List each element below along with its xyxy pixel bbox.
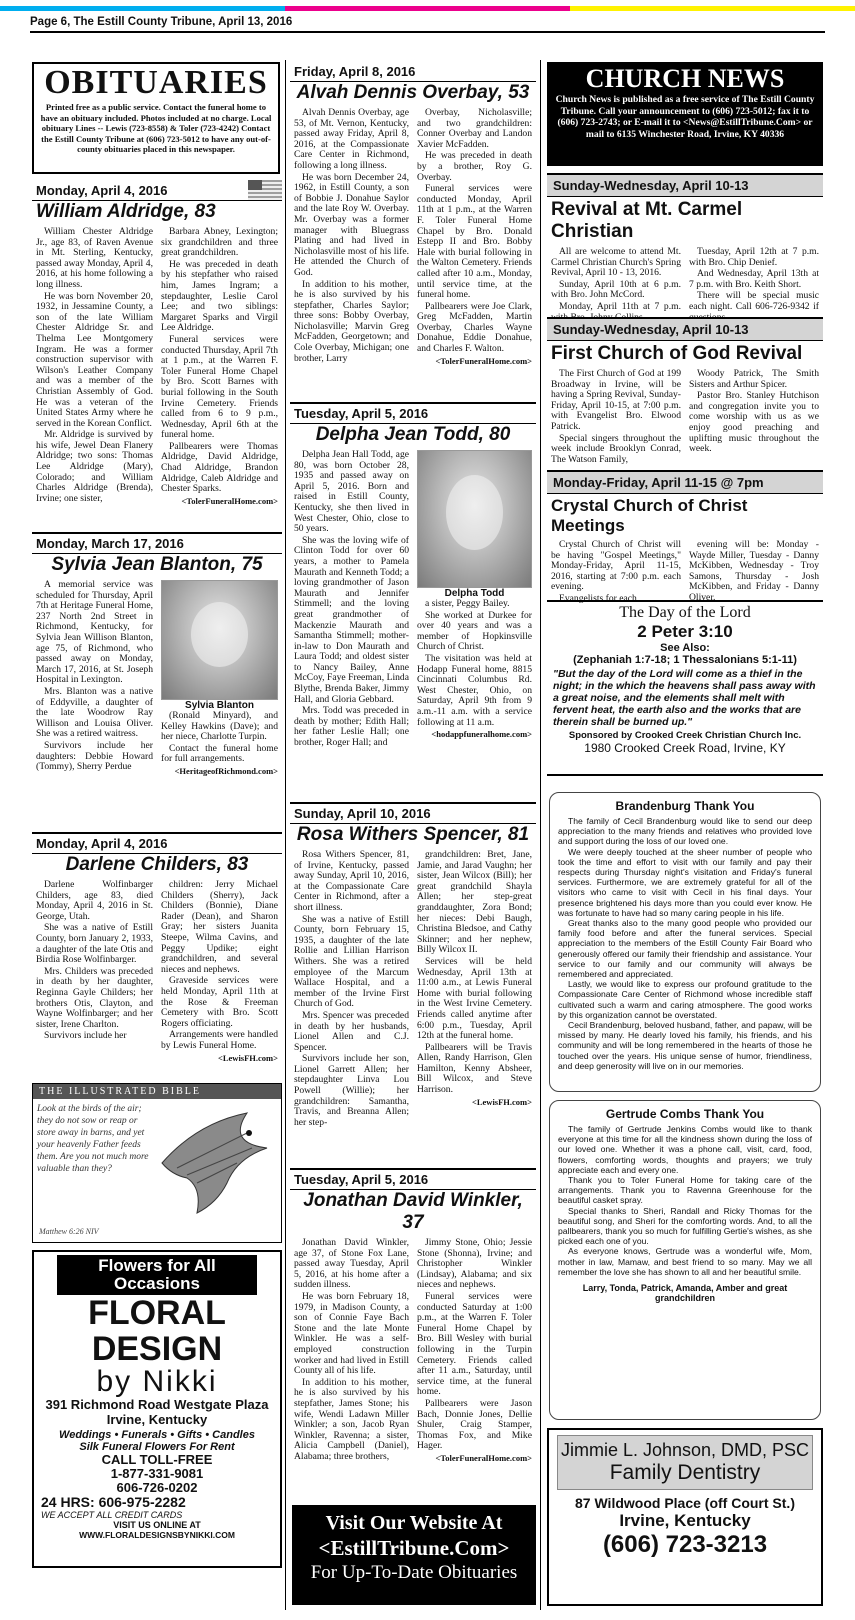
day-of-the-lord-box <box>547 600 823 776</box>
obit-name: Darlene Childers, 83 <box>65 854 249 875</box>
bible-ad-verse: Look at the birds of the air; they do not sow or reap or store away in barns, and yet your heavenly Father feeds them. Are you not much more valuable than they? <box>37 1104 149 1174</box>
text-line: 2 Peter 3:10 <box>637 622 733 641</box>
text-line: Irvine, Kentucky <box>106 1412 208 1427</box>
text-line: Weddings • Funerals • Gifts • Candles <box>59 1429 255 1441</box>
text-paragraph: In addition to his mother, he is also survived by his stepfather, Charles Saylor; three sons: Bobby Overbay, Nicholasville; Marvin Greg McFadden, Georgetown; and Cole Overbay, Michigan; one brother, Larry <box>294 278 409 364</box>
text-paragraph: There will be special music each night. Call 606-726-9342 if <box>689 290 819 312</box>
text-paragraph: Pallbearers were Thomas Aldridge, David Aldridge, Chad Aldridge, Brandon Aldridge, Caleb Aldridge and Chester Sparks. <box>161 440 278 495</box>
text-line: 87 Wildwood Place (off Court St.) <box>575 1495 795 1511</box>
text-line: Revival at Mt. Carmel Christian <box>551 199 743 242</box>
text-paragraph: William Chester Aldridge Jr., age 83, of Raven Avenue in Mt. Sterling, Kentucky, passed away Monday, April 4, 2016, at his home following a long illness. <box>36 226 153 290</box>
text-paragraph: The family of Gertrude Jenkins Combs would like to thank everyone at this time for all the kindness shown during the loss of our loved one. Whether it was a phone call, visit, card, food, flowers, comforting words, thoughts and prayers; we truly appreciate each and every one. <box>558 1124 812 1175</box>
text-line: (606) 723-3213 <box>602 1531 768 1558</box>
text-line: WWW.FLORALDESIGNSBYNIKKI.COM <box>79 1530 235 1540</box>
text-paragraph: Evangelists for each <box>559 592 637 604</box>
text-paragraph: Survivors include her <box>44 1030 127 1042</box>
masthead-title: OBITUARIES <box>44 64 268 101</box>
text-line: <TolerFuneralHome.com> <box>435 355 532 366</box>
text-paragraph: Monday, April 11th at 7 p.m. <box>559 300 681 312</box>
text-paragraph: Tuesday, April 12th at 7 p.m. with Bro. Chip Denief. <box>689 246 819 268</box>
portrait-photo <box>417 450 532 588</box>
text-paragraph: The visitation was held at Hodapp Funeral home, 8815 Cincinnati Columbus Rd. West Chester, Ohio, on Saturday, April 9th from 9 a.m.-11 a.m. with a service following at 11 a.m. <box>417 652 532 728</box>
text-paragraph: The First Church of God at 199 Broadway in Irvine, will be having a Spring Revival, Sunday-Friday, April 10-15, at 7:00 p.m. with Evangelist Bro. Elwood Patrick. <box>551 368 681 432</box>
text-paragraph: He was born February 18, 1979, in Madison County, a son of Connie Faye Bach Stone and the late Monte Winkler. He was a self-employed construction worker and had lived in Estill County all of his life. <box>294 1290 409 1377</box>
obit-spencer <box>290 802 536 1131</box>
portrait-photo <box>161 580 278 700</box>
text-line: 24 HRS: 606-975-2282 <box>41 1494 186 1510</box>
text-line: Family Dentistry <box>609 1461 761 1484</box>
text-paragraph: Survivors include her son, Lionel Garrett Allen; her stepdaughter Linva Lou Powell (Willie); her grandchildren: Samantha, Travis, and Breanna Allen; her step- <box>294 1053 409 1128</box>
text-line: WE ACCEPT ALL CREDIT CARDS <box>41 1510 183 1520</box>
florist-name: FLORAL DESIGN <box>88 1294 226 1368</box>
florist-header: Flowers for All Occasions <box>57 1255 257 1295</box>
text-paragraph: He was preceded in death by a brother, Roy G. Overbay. <box>417 150 532 183</box>
text-line: Brandenburg Thank You <box>615 799 755 813</box>
text-paragraph: Mrs. Childers was preceded in death by her daughter, Reginna Gayle Childers; her brothers Otis, Clayton, and Wayne Wolfinbarger; and her sister, Irene Charlton. <box>36 965 153 1030</box>
obit-todd <box>290 402 536 752</box>
color-registration-bar <box>0 6 855 11</box>
text-paragraph: Jimmy Stone, Ohio; Jessie Stone (Shonna), Irvine; and Christopher Winkler (Lindsay), Alabama; and six nieces and nephews. <box>417 1237 532 1291</box>
text-paragraph: A memorial service was scheduled for Thursday, April 7th at Heritage Funeral Home, 237 North 2nd Street in Richmond, Kentucky, for Sylvia Jean Willison Blanton, age 75, of Richmond, who passed away on Monday, March 17, 2016, at St. Joseph Hospital in Lexington. <box>36 579 153 686</box>
column-rule <box>285 60 286 1610</box>
text-paragraph: Funeral services were conducted Thursday, April 7th at 1 p.m., at the Warren F. Toler Funeral Home Chapel by Bro. Scott Barnes with burial following in the South Irvine Cemetery. Friends called from 6 to 9 p.m., Wednesday, April 6th at the funeral home. <box>161 333 278 441</box>
text-line: Irvine, Kentucky <box>619 1511 751 1530</box>
text-line: Silk Funeral Flowers For Rent <box>79 1441 235 1453</box>
church-news-masthead <box>547 62 823 166</box>
text-paragraph: grandchildren: Bret, Jane, Jamie, and Jarad Vaughn; her sister, Jean Wilcox (Bill); her great grandchild Shayla Allen; her step-great granddaughter, Zora Bond; her nieces: Debi Baugh, Christina Bledsoe, and Cathy Skinner; and her nephew, Billy Wilcox II. <box>417 849 532 956</box>
text-paragraph: He was preceded in death by his stepfather who raised him, James Ingram; a stepdaughter, Leslie Carol Lee; and two siblings: Margaret Sparks and Virgil Lee Aldridge. <box>161 258 278 334</box>
text-line: See Also: <box>660 642 710 654</box>
text-paragraph: In addition to his mother, he is also survived by his stepfather, James Stone; his wife, Wendi Ladawn Miller Winkler; a son, Jacob Ryan Winkler, Ravenna; a sister, Alicia Campbell (Daniel), Alabama; three brothers, <box>294 1376 409 1462</box>
text-paragraph: Thank you to Toler Funeral Home for taking care of the arrangements. Thank you to Ravenna Greenhouse for the beautiful casket spray. <box>558 1175 812 1206</box>
obit-date: Tuesday, April 5, 2016 <box>290 404 536 424</box>
text-paragraph: She worked at Durkee for over 40 years and was a member of Hopkinsville Church of Christ. <box>417 609 532 653</box>
text-line: 606-726-0202 <box>116 1480 198 1495</box>
text-line: <LewisFH.com> <box>472 1096 532 1107</box>
text-line: 391 Richmond Road Westgate Plaza <box>45 1397 269 1412</box>
text-line: Monday-Friday, April 11-15 @ 7pm <box>547 470 823 494</box>
text-paragraph: Funeral services were conducted Monday, April 11th at 1 p.m., at the Warren F. Toler Funeral Home Chapel by Bro. Donald Estepp II and Bro. Bobby Hale with burial following in the Walton Cemetery. Friends called after 10 a.m., Monday, until service time, at the funeral home. <box>417 183 532 301</box>
text-line: Church News is published as a free service of The Estill County Tribune. Call your announcement to (606) 723-5012; fax it to (606) 723-2743; or E-mail it to <News@EstillTribune.Com> or mail to 6135 Winchester Road, Irvine, KY 40336 <box>555 94 815 140</box>
text-line: (Zephaniah 1:7-18; 1 Thessalonians 5:1-11) <box>573 654 797 666</box>
obit-name: William Aldridge, 83 <box>36 201 216 222</box>
obit-date: Monday, April 4, 2016 <box>32 834 282 854</box>
text-line: Larry, Tonda, Patrick, Amanda, Amber and great grandchildren <box>582 1283 788 1304</box>
obituaries-masthead <box>32 62 280 174</box>
church-item-mt-carmel <box>547 173 823 326</box>
text-paragraph: Pallbearers were Joe Clark, Greg McFadden, Martin Overbay, Charles Wayne Donahue, Eddie Donahue, and Charles F. Walton. <box>417 300 532 355</box>
text-paragraph: children: Jerry Michael Childers (Sherry), Jack Childers (Bonnie), Diane Rader (Dean), and Sharon Gray; her sisters Juanita Steepe, Wilma Cavins, and Peggy Updike; eight grandchildren, and several nieces and nephews. <box>161 879 278 975</box>
text-paragraph: The family of Cecil Brandenburg would like to send our deep appreciation to the many friends and relatives who provided love and support during the loss of our loved one. <box>558 816 812 847</box>
text-paragraph: Pallbearers will be Travis Allen, Randy Harrison, Glen Hamilton, Kenny Absheer, Bill Wilcox, and Steve Harrison. <box>417 1041 532 1096</box>
text-line: "But the day of the Lord will come as a thief in the night; in the which the heavens shall pass away with a great noise, and the elements shall melt with fervent heat, the earth also and the works that are therein shall be burned up." <box>553 668 816 728</box>
text-paragraph: And Wednesday, April 13th at 7 p.m. with Bro. Keith Short. <box>689 268 819 290</box>
text-line: CALL TOLL-FREE <box>101 1452 213 1467</box>
photo-caption: Delpha Todd <box>444 588 505 599</box>
text-paragraph: Barbara Abney, Lexington; six grandchildren and three great grandchildren. <box>161 226 278 259</box>
obit-name: Alvah Dennis Overbay, 53 <box>296 82 530 103</box>
text-paragraph: Pastor Bro. Stanley Hutchison and congregation invite you to come worship with us as we enjoy good preaching and uplifting music throughout the week. <box>689 390 819 455</box>
column-rule <box>540 60 541 1610</box>
text-paragraph: Alvah Dennis Overbay, age 53, of Mt. Vernon, Kentucky, passed away Friday, April 8, 2016, at the Compassionate Care Center in Richmond, following a long illness. <box>294 107 409 171</box>
text-paragraph: She was a native of Estill County, born February 15, 1935, a daughter of the late Rollie and Lillian Harrison Withers. She was a retired employee of the Marcum Wallace Hospital, and a member of the Irvine First Church of God. <box>294 913 409 1010</box>
text-paragraph: He was born November 20, 1932, in Jessamine County, a son of the late William Chester Aldridge Sr. and Thelma Lee Montgomery Ingram. He was a former construction supervisor with Wilson's Leather Company and was a member of the Christian Assembly of God. He was a veteran of the United States Army where he served in the Korean Conflict. <box>36 290 153 429</box>
obit-date: Monday, April 4, 2016 <box>36 182 168 198</box>
text-line: The Day of the Lord <box>619 604 751 621</box>
text-paragraph: Funeral services were conducted Saturday at 1:00 p.m., at the Warren F. Toler Funeral Home Chapel by Bro. Bill Wesley with burial following in the Turpin Cemetery. Friends called after 11 a.m., Saturday, until service time, at the funeral home. <box>417 1290 532 1398</box>
website-ad[interactable] <box>292 1505 536 1605</box>
combs-thank-you <box>549 1100 821 1420</box>
text-line: Sunday-Wednesday, April 10-13 <box>547 173 823 197</box>
text-paragraph: As everyone knows, Gertrude was a wonderful wife, Mom, mother in law, Mamaw, and best friend to so many. May we all remember the love she has shown to all and her beautiful smile. <box>558 1246 812 1277</box>
florist-subname: by Nikki <box>96 1365 218 1398</box>
text-paragraph: Graveside services were held Monday, April 11th at the Rose & Freeman Cemetery with Bro. Scott Rogers officiating. <box>161 975 278 1029</box>
text-paragraph: Overbay, Nicholasville; and two grandchildren: Conner Overbay and Landon Xavier McFadden. <box>417 107 532 150</box>
text-paragraph: evening will be: Monday - Wayde Miller, Tuesday - Danny McKibben, Wednesday - Troy Samons, Thursday - Josh McKibben, and Friday - Danny Oliver. <box>689 539 819 603</box>
text-paragraph: Special thanks to Sheri, Randall and Ricky Thomas for the beautiful song, and Sheri for the comforting words. And, to all the pallbearers, thank you so much for fulfilling Gertie's wishes, as she picked each one of you. <box>558 1205 812 1247</box>
text-paragraph: Rosa Withers Spencer, 81, of Irvine, Kentucky, passed away Sunday, April 10, 2016, at the Compassionate Care Center in Richmond, after a short illness. <box>294 849 409 913</box>
text-paragraph: Cecil Brandenburg, beloved husband, father, and papaw, will be missed by many. He dearly loved his family, his friends, and his community and will be long remembered in the hearts of those he touched over the years. His unique sense of humor, friendliness, and deep generosity will live on in our memories. <box>558 1020 812 1071</box>
text-paragraph: She was a native of Estill County, born January 2, 1933, a daughter of the late Otis and Birdia Rose Wolfinbarger. <box>36 922 153 966</box>
text-line: <LewisFH.com> <box>218 1052 278 1063</box>
text-paragraph: Sunday, April 10th at 6 p.m. with Bro. John McCord. <box>551 278 681 301</box>
text-line: 1-877-331-9081 <box>110 1466 204 1481</box>
text-line: Jimmie L. Johnson, DMD, PSC <box>560 1440 810 1460</box>
text-paragraph: Great thanks also to the many good people who provided our family food before and after the funeral services. Special appreciation to the members of the Estill County Fair Board who generously offered our family their friendship and assistance. Your service to our family and our community will always be remembered and appreciated. <box>558 918 812 980</box>
church-item-first-church <box>547 317 823 468</box>
text-line: For Up-To-Date Obituaries <box>310 1562 518 1583</box>
obit-name: Jonathan David Winkler, 37 <box>303 1190 523 1233</box>
obit-date: Monday, March 17, 2016 <box>32 534 282 554</box>
text-paragraph: Contact the funeral home for full arrangements. <box>161 742 278 765</box>
text-line: <EstillTribune.Com> <box>318 1536 510 1560</box>
text-line: First Church of God Revival <box>551 343 803 364</box>
obit-date: Friday, April 8, 2016 <box>290 62 536 82</box>
obit-childers <box>32 832 282 1065</box>
text-line: VISIT US ONLINE AT <box>113 1520 201 1530</box>
dentistry-ad <box>547 1428 823 1606</box>
text-line: Sunday-Wednesday, April 10-13 <box>547 317 823 341</box>
page-folio: Page 6, The Estill County Tribune, April 13, 2016 <box>30 16 293 28</box>
text-paragraph: Mr. Aldridge is survived by his wife, Jewel Dean Flanery Aldridge; two sons: Thomas Lee Aldridge (Mary), Colorado; and William Charles Aldridge (Brenda), Irvine; one sister, <box>36 429 153 504</box>
text-paragraph: Darlene Wolfinbarger Childers, age 83, died Monday, April 4, 2016 in St. George, Utah. <box>36 879 153 922</box>
text-line: Sponsored by Crooked Creek Christian Church Inc. <box>568 730 802 741</box>
text-paragraph: Pallbearers were Jason Bach, Donnie Jones, Dellie Shuler, Craig Stamper, Thomas Fox, and Mike Hager. <box>417 1397 532 1452</box>
text-paragraph: Delpha Jean Hall Todd, age 80, was born October 28, 1935 and passed away on April 5, 2016. Born and raised in Estill County, Kentucky, she then lived in West Chester, Ohio, close to 50 years. <box>294 449 409 535</box>
text-paragraph: He was born December 24, 1962, in Estill County, a son of Bobbie J. Donahue Saylor and the late Roy W. Overbay. Mr. Overbay was a former manager with Bluegrass Plating and had lived in Nicholasville most of his life. He attended the Church of God. <box>294 171 409 278</box>
text-paragraph: Survivors include her daughters: Debbie Howard (Tommy), Sherry Perdue <box>36 739 153 773</box>
obit-name: Rosa Withers Spencer, 81 <box>296 824 530 845</box>
text-paragraph: Arrangements were handled by Lewis Funeral Home. <box>161 1029 278 1051</box>
text-paragraph: Crystal Church of Christ will be having "Gospel Meetings," Monday-Friday, April 11-15, 2016, starting at 7:00 p.m. each evening. <box>551 539 681 593</box>
top-rule <box>30 31 825 33</box>
text-line: 1980 Crooked Creek Road, Irvine, KY <box>584 741 786 755</box>
text-line: <hodappfuneralhome.com> <box>431 729 532 740</box>
illustrated-bible-ad <box>32 1083 282 1243</box>
bible-ad-title: THE ILLUSTRATED BIBLE <box>33 1084 281 1099</box>
obit-winkler <box>290 1168 536 1465</box>
obit-name: Delpha Jean Todd, 80 <box>315 424 511 445</box>
text-line: Crystal Church of Christ Meetings <box>551 496 748 535</box>
obit-date: Sunday, April 10, 2016 <box>290 804 536 824</box>
text-paragraph: Lastly, we would like to express our profound gratitude to the Compassionate Care Center of Richmond whose incredible staff cultivated such a warm and caring atmosphere. The good works by this organization cannot be overstated. <box>558 979 812 1020</box>
text-paragraph: She was the loving wife of Clinton Todd for over 60 years, a mother to Pamela Maurath and Kenneth Todd; a loving grandmother of Jason Maurath and Jennifer Stimmell; and the loving great grandmother of Mackenzie Maurath and Samantha Stimmell; mother-in-law to Don Maurath and Laura Todd; and oldest sister to Nancy Bailey, Anne McCoy, Faye Freeman, Linda Blythe, Brenda Baker, Jimmy Hall, and Gloria Gebbard. <box>294 534 409 705</box>
obit-aldridge <box>32 180 282 508</box>
text-paragraph: All are welcome to attend Mt. Carmel Christian Church's Spring Revival, April 10 - 13, 2016. <box>551 246 681 279</box>
obit-blanton <box>32 532 282 778</box>
text-line: <TolerFuneralHome.com> <box>435 1452 532 1463</box>
text-line: CHURCH NEWS <box>585 64 785 93</box>
text-paragraph: Services will be held Wednesday, April 13th at 11:00 a.m., at Lewis Funeral Home with burial following in the West Irvine Cemetery. Friends called anytime after 6:00 p.m., Tuesday, April 12th at the funeral home. <box>417 955 532 1042</box>
text-line: Gertrude Combs Thank You <box>605 1107 765 1121</box>
obit-date: Tuesday, April 5, 2016 <box>290 1170 536 1190</box>
text-paragraph: Jonathan David Winkler, age 37, of Stone Fox Lane, passed away Tuesday, April 5, 2016, at his home after a sudden illness. <box>294 1237 409 1291</box>
text-paragraph: Special singers throughout the week include Brooklyn Conrad, The Watson Family, <box>551 432 681 465</box>
text-line: Visit Our Website At <box>325 1512 503 1534</box>
text-paragraph: We were deeply touched at the sheer number of people who took the time and effort to visit with our family and pay their respects during Thursday night's visitation and Friday's funeral services. Furthermore, we are extremely grateful for all of the visitors who came to visit with Cecil in his final days. Your presence brightened his days more than you could ever know. He was fortunate to have had so many caring people in his life. <box>558 846 812 918</box>
church-item-crystal <box>547 470 823 608</box>
text-paragraph: Mrs. Blanton was a native of Eddyville, a daughter of the late Woodrow Ray Willison and Louisa Oliver. She was a retired waitress. <box>36 685 153 740</box>
photo-caption: Sylvia Blanton <box>185 700 254 711</box>
hawk-illustration-icon <box>157 1103 275 1223</box>
text-paragraph: a sister, Peggy Bailey. <box>425 598 510 609</box>
text-line: <TolerFuneralHome.com> <box>181 495 278 506</box>
text-paragraph: (Ronald Minyard), and Kelley Hawkins (Dave); and her niece, Charlotte Turpin. <box>161 710 278 743</box>
bible-ad-reference: Matthew 6:26 NIV <box>39 1227 99 1236</box>
obit-overbay <box>290 62 536 368</box>
text-paragraph: Mrs. Todd was preceded in death by mother; Edith Hall; her father Leslie Hall; one brother, Roger Hall; and <box>294 705 409 749</box>
obit-name: Sylvia Jean Blanton, 75 <box>51 554 263 575</box>
text-paragraph: Woody Patrick, The Smith Sisters and Arthur Spicer. <box>689 368 819 390</box>
florist-ad <box>32 1250 282 1568</box>
brandenburg-thank-you <box>549 792 821 1092</box>
text-line: <HeritageofRichmond.com> <box>174 765 278 776</box>
masthead-text: Printed free as a public service. Contact the funeral home to have an obituary included. Photos included at no charge. Local obituary Lines -- Lewis (723-8558) & Toler (723-4242) Contact the Estill County Tribune at (606) 723-5012 to have any out-of-county obituaries placed in this newspaper. <box>40 102 272 155</box>
american-flag-icon <box>248 180 282 200</box>
text-paragraph: Mrs. Spencer was preceded in death by her husbands, Lionel Allen and C.J. Spencer. <box>294 1009 409 1053</box>
